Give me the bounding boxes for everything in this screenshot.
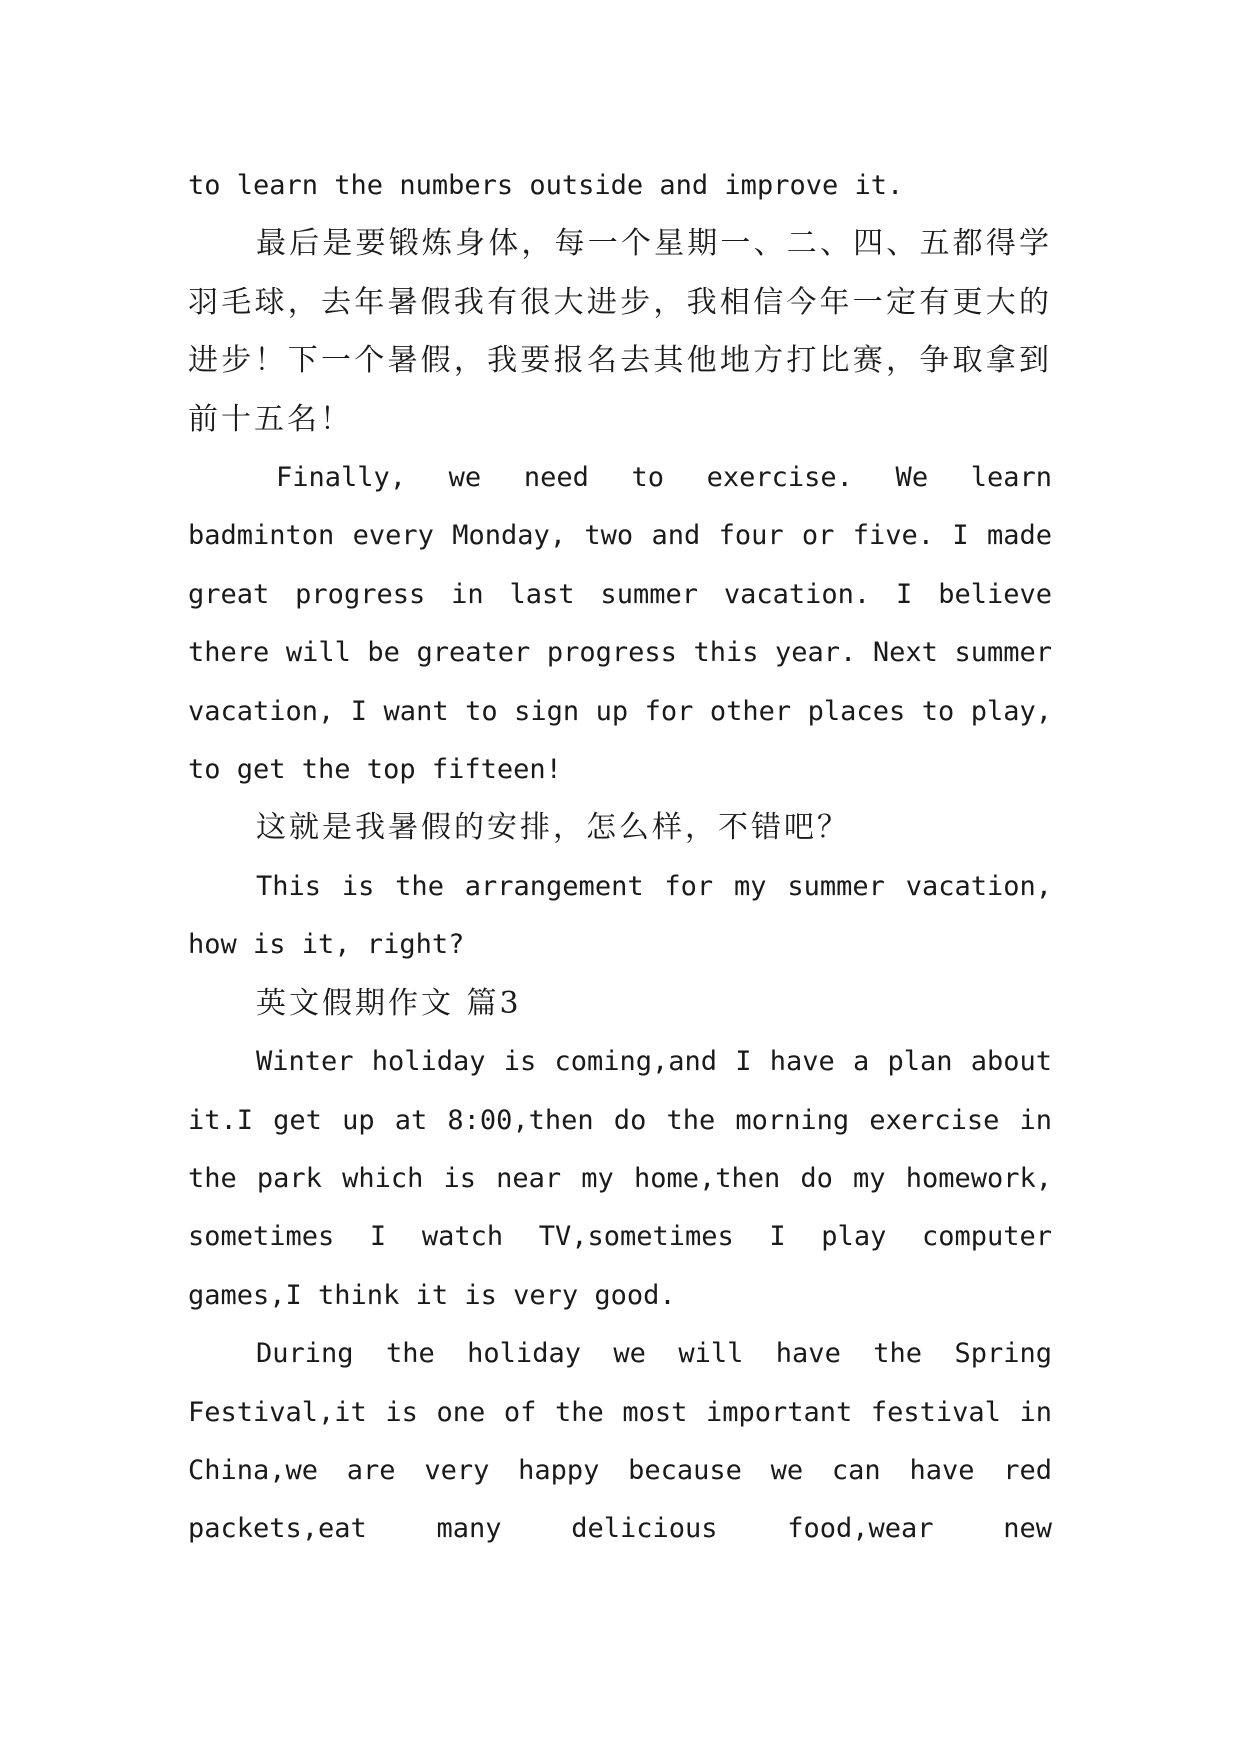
paragraph-arrangement-chinese: 这就是我暑假的安排，怎么样，不错吧？ (256, 810, 850, 846)
paragraph-exercise-english: Finally, we need to exercise. We learn badminton every Monday, two and four or five. I made great progress in last summer vacation. I believe there will be greater progress this year. Next summer vacation, I want to sign up for other places to play, to get the top fifteen! (188, 462, 1052, 786)
paragraph-exercise-chinese: 最后是要锻炼身体，每一个星期一、二、四、五都得学羽毛球，去年暑假我有很大进步，我相信今年一定有更大的进步！下一个暑假，我要报名去其他地方打比赛，争取拿到前十五名！ (188, 226, 1052, 437)
paragraph-winter-holiday: Winter holiday is coming,and I have a plan about it.I get up at 8:00,then do the morning exercise in the park which is near my home,then do my homework, sometimes I watch TV,sometimes I play computer games,I think it is very good. (188, 1046, 1052, 1311)
document-body (188, 157, 1052, 1559)
section-heading: 英文假期作文 篇3 (256, 985, 522, 1021)
paragraph-numbers-continuation: to learn the numbers outside and improve it. (188, 170, 904, 201)
paragraph-spring-festival: During the holiday we will have the Spring Festival,it is one of the most important festival in China,we are very happy because we can have red packets,eat many delicious food,wear new (188, 1338, 1052, 1545)
paragraph-arrangement-english: This is the arrangement for my summer vacation, how is it, right? (188, 870, 1052, 961)
